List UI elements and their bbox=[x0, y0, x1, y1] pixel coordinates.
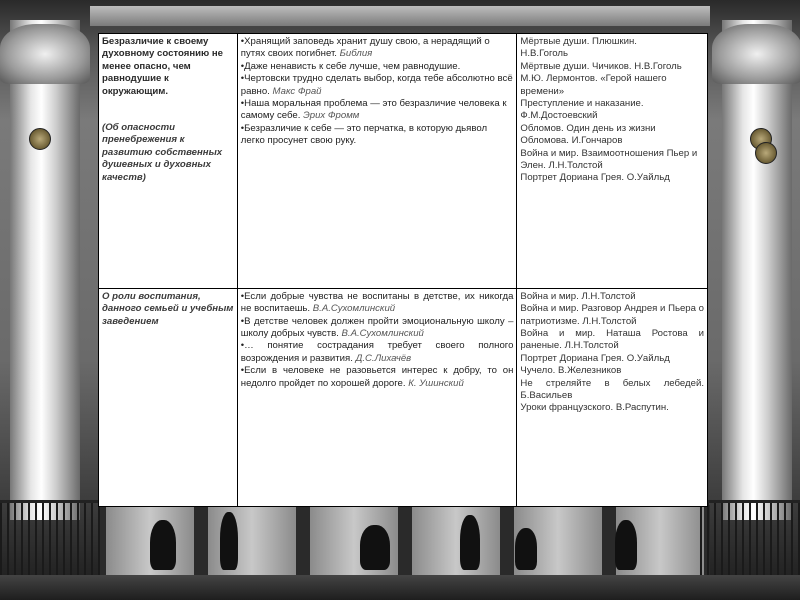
left-medallion-icon bbox=[29, 128, 51, 150]
quote-author: Эрих Фромм bbox=[303, 110, 360, 122]
topic-note: О роли воспитания, данного семьей и учебным заведением bbox=[102, 290, 234, 327]
topic-title: Безразличие к своему духовному состоянию не менее опасно, чем равнодушие к окружающим. bbox=[102, 36, 224, 97]
list-item: Преступление и наказание. bbox=[520, 98, 644, 110]
silhouette-figure bbox=[220, 512, 238, 570]
right-capital-decoration bbox=[712, 24, 800, 84]
list-item: Портрет Дориана Грея. О.Уайльд bbox=[520, 352, 670, 364]
topic-cell bbox=[99, 34, 238, 289]
left-fence-decoration bbox=[0, 500, 100, 583]
floor-decoration bbox=[0, 575, 800, 600]
list-item: Н.В.Гоголь bbox=[520, 48, 568, 60]
quote-line: •Если добрые чувства не воспитаны в детстве, их никогда не воспитаешь. В.А.Сухомлинский bbox=[240, 290, 514, 315]
list-item: Обломов. Один день из жизни Обломова. И.Гончаров bbox=[520, 122, 656, 147]
topic-note: (Об опасности пренебрежения к развитию собственных душевных и духовных качеств) bbox=[102, 122, 223, 183]
quote-author: Макс Фрай bbox=[272, 85, 322, 97]
list-item: Уроки французского. В.Распутин. bbox=[520, 402, 669, 414]
quote-author: В.А.Сухомлинский bbox=[341, 327, 424, 339]
quote-line: •Даже ненависть к себе лучше, чем равнодушие. bbox=[240, 60, 461, 72]
silhouette-figure bbox=[150, 520, 176, 570]
left-column-decoration bbox=[10, 20, 80, 520]
quote-line: •В детстве человек должен пройти эмоциональную школу – школу добрых чувств. В.А.Сухомлинский bbox=[240, 315, 514, 339]
quote-line: •Безразличие к себе — это перчатка, в которую дьявол легко просунет свою руку. bbox=[240, 122, 488, 147]
quote-author: Д.С.Лихачёв bbox=[355, 352, 412, 364]
quote-author: Библия bbox=[339, 48, 373, 60]
quote-author: В.А.Сухомлинский bbox=[312, 303, 396, 315]
quotes-cell bbox=[237, 288, 517, 506]
quote-line: •Если в человеке не разовьется интерес к добру, то он недолго пройдет по хорошей дороге. К. Ушинский bbox=[240, 365, 514, 389]
quote-line: •… понятие сострадания требует своего полного возрождения и развития. Д.С.Лихачёв bbox=[240, 340, 514, 364]
literature-table bbox=[98, 33, 708, 507]
right-fence-decoration bbox=[700, 500, 800, 583]
list-item: Война и мир. Наташа Ростова и раненые. Л.Н.Толстой bbox=[520, 327, 704, 352]
silhouette-figure bbox=[460, 515, 480, 570]
works-cell bbox=[517, 288, 708, 506]
silhouette-figure bbox=[515, 528, 537, 570]
works-cell bbox=[517, 34, 708, 289]
topic-cell bbox=[99, 288, 238, 506]
right-column-decoration bbox=[722, 20, 792, 520]
list-item: Мёртвые души. Чичиков. Н.В.Гоголь bbox=[520, 60, 682, 72]
list-item: Не стреляйте в белых лебедей. Б.Васильев bbox=[520, 377, 704, 401]
table-row bbox=[99, 34, 708, 289]
list-item: М.Ю. Лермонтов. «Герой нашего времени» bbox=[520, 73, 667, 97]
table-row bbox=[99, 288, 708, 506]
right-medallion-icon bbox=[755, 142, 777, 164]
list-item: Война и мир. Разговор Андрея и Пьера о патриотизме. Л.Н.Толстой bbox=[520, 303, 704, 327]
decorative-arch bbox=[90, 6, 710, 28]
silhouette-figure bbox=[615, 520, 637, 570]
quote-author: К. Ушинский bbox=[408, 377, 464, 389]
list-item: Чучело. В.Железников bbox=[520, 365, 622, 377]
list-item: Война и мир. Взаимоотношения Пьер и Элен. Л.Н.Толстой bbox=[520, 147, 698, 172]
list-item: Война и мир. Л.Н.Толстой bbox=[520, 290, 636, 302]
list-item: Мёртвые души. Плюшкин. bbox=[520, 36, 637, 47]
list-item: Ф.М.Достоевский bbox=[520, 110, 598, 122]
quote-line: •Чертовски трудно сделать выбор, когда тебе абсолютно всё равно. Макс Фрай bbox=[240, 73, 513, 97]
list-item: Портрет Дориана Грея. О.Уайльд bbox=[520, 172, 670, 184]
quote-line: •Хранящий заповедь хранит душу свою, а нерадящий о путях своих погибнет. Библия bbox=[240, 36, 490, 60]
silhouette-figure bbox=[360, 525, 390, 570]
quote-line: •Наша моральная проблема — это безразличие человека к самому себе. Эрих Фромм bbox=[240, 98, 507, 122]
left-capital-decoration bbox=[0, 24, 90, 84]
quotes-cell bbox=[237, 34, 517, 289]
